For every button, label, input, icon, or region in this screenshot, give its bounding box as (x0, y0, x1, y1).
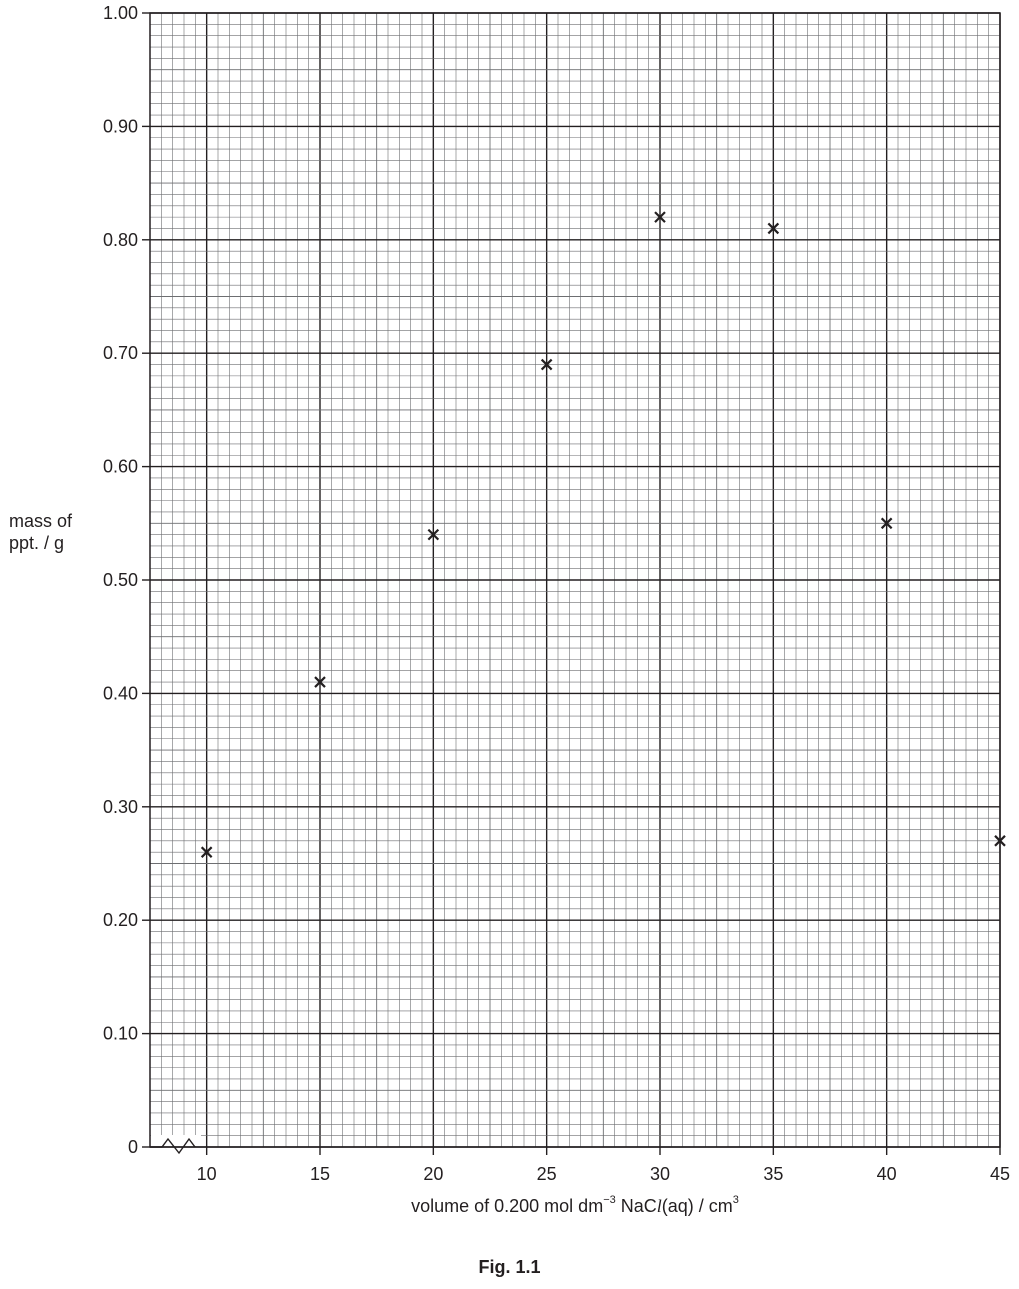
y-tick-label: 0.20 (102, 910, 138, 931)
y-tick-label: 0.80 (102, 229, 138, 250)
y-tick-label: 0 (127, 1137, 138, 1157)
axes (142, 13, 1000, 1155)
x-tick-label: 45 (989, 1164, 1011, 1184)
x-tick-label: 20 (423, 1164, 444, 1184)
x-tick-label: 40 (876, 1164, 897, 1184)
x-axis-label (0, 1196, 1019, 1217)
y-tick-label: 0.70 (102, 343, 138, 364)
y-tick-label: 0.30 (102, 796, 138, 817)
x-axis-label-suffix: (aq) / cm (661, 1196, 733, 1216)
x-tick-label: 25 (536, 1164, 557, 1184)
y-tick-label: 0.10 (102, 1023, 138, 1044)
y-axis-label-line2: ppt. / g (9, 533, 65, 553)
x-tick-label: 35 (763, 1164, 784, 1184)
x-axis-label-ital: l (656, 1196, 662, 1216)
x-axis-label-mid: NaC (615, 1196, 657, 1216)
grid (150, 13, 1000, 1147)
x-tick-label: 15 (309, 1164, 331, 1184)
y-axis-label (9, 510, 72, 554)
y-tick-label: 1.00 (102, 3, 138, 23)
figure-caption: Fig. 1.1 (478, 1257, 541, 1277)
x-tick-label: 30 (649, 1164, 671, 1184)
x-axis-label-exp2: 3 (732, 1194, 739, 1206)
y-axis-label-line1: mass of (9, 511, 73, 531)
y-tick-label: 0.40 (102, 683, 138, 704)
tick-labels (103, 3, 1010, 1184)
y-tick-label: 0.90 (102, 116, 138, 137)
y-tick-label: 0.50 (102, 570, 138, 590)
y-tick-label: 0.60 (102, 456, 138, 477)
x-axis-label-exp1: −3 (603, 1194, 616, 1206)
x-tick-label: 10 (196, 1164, 217, 1184)
x-axis-label-prefix: volume of 0.200 mol dm (411, 1196, 604, 1216)
